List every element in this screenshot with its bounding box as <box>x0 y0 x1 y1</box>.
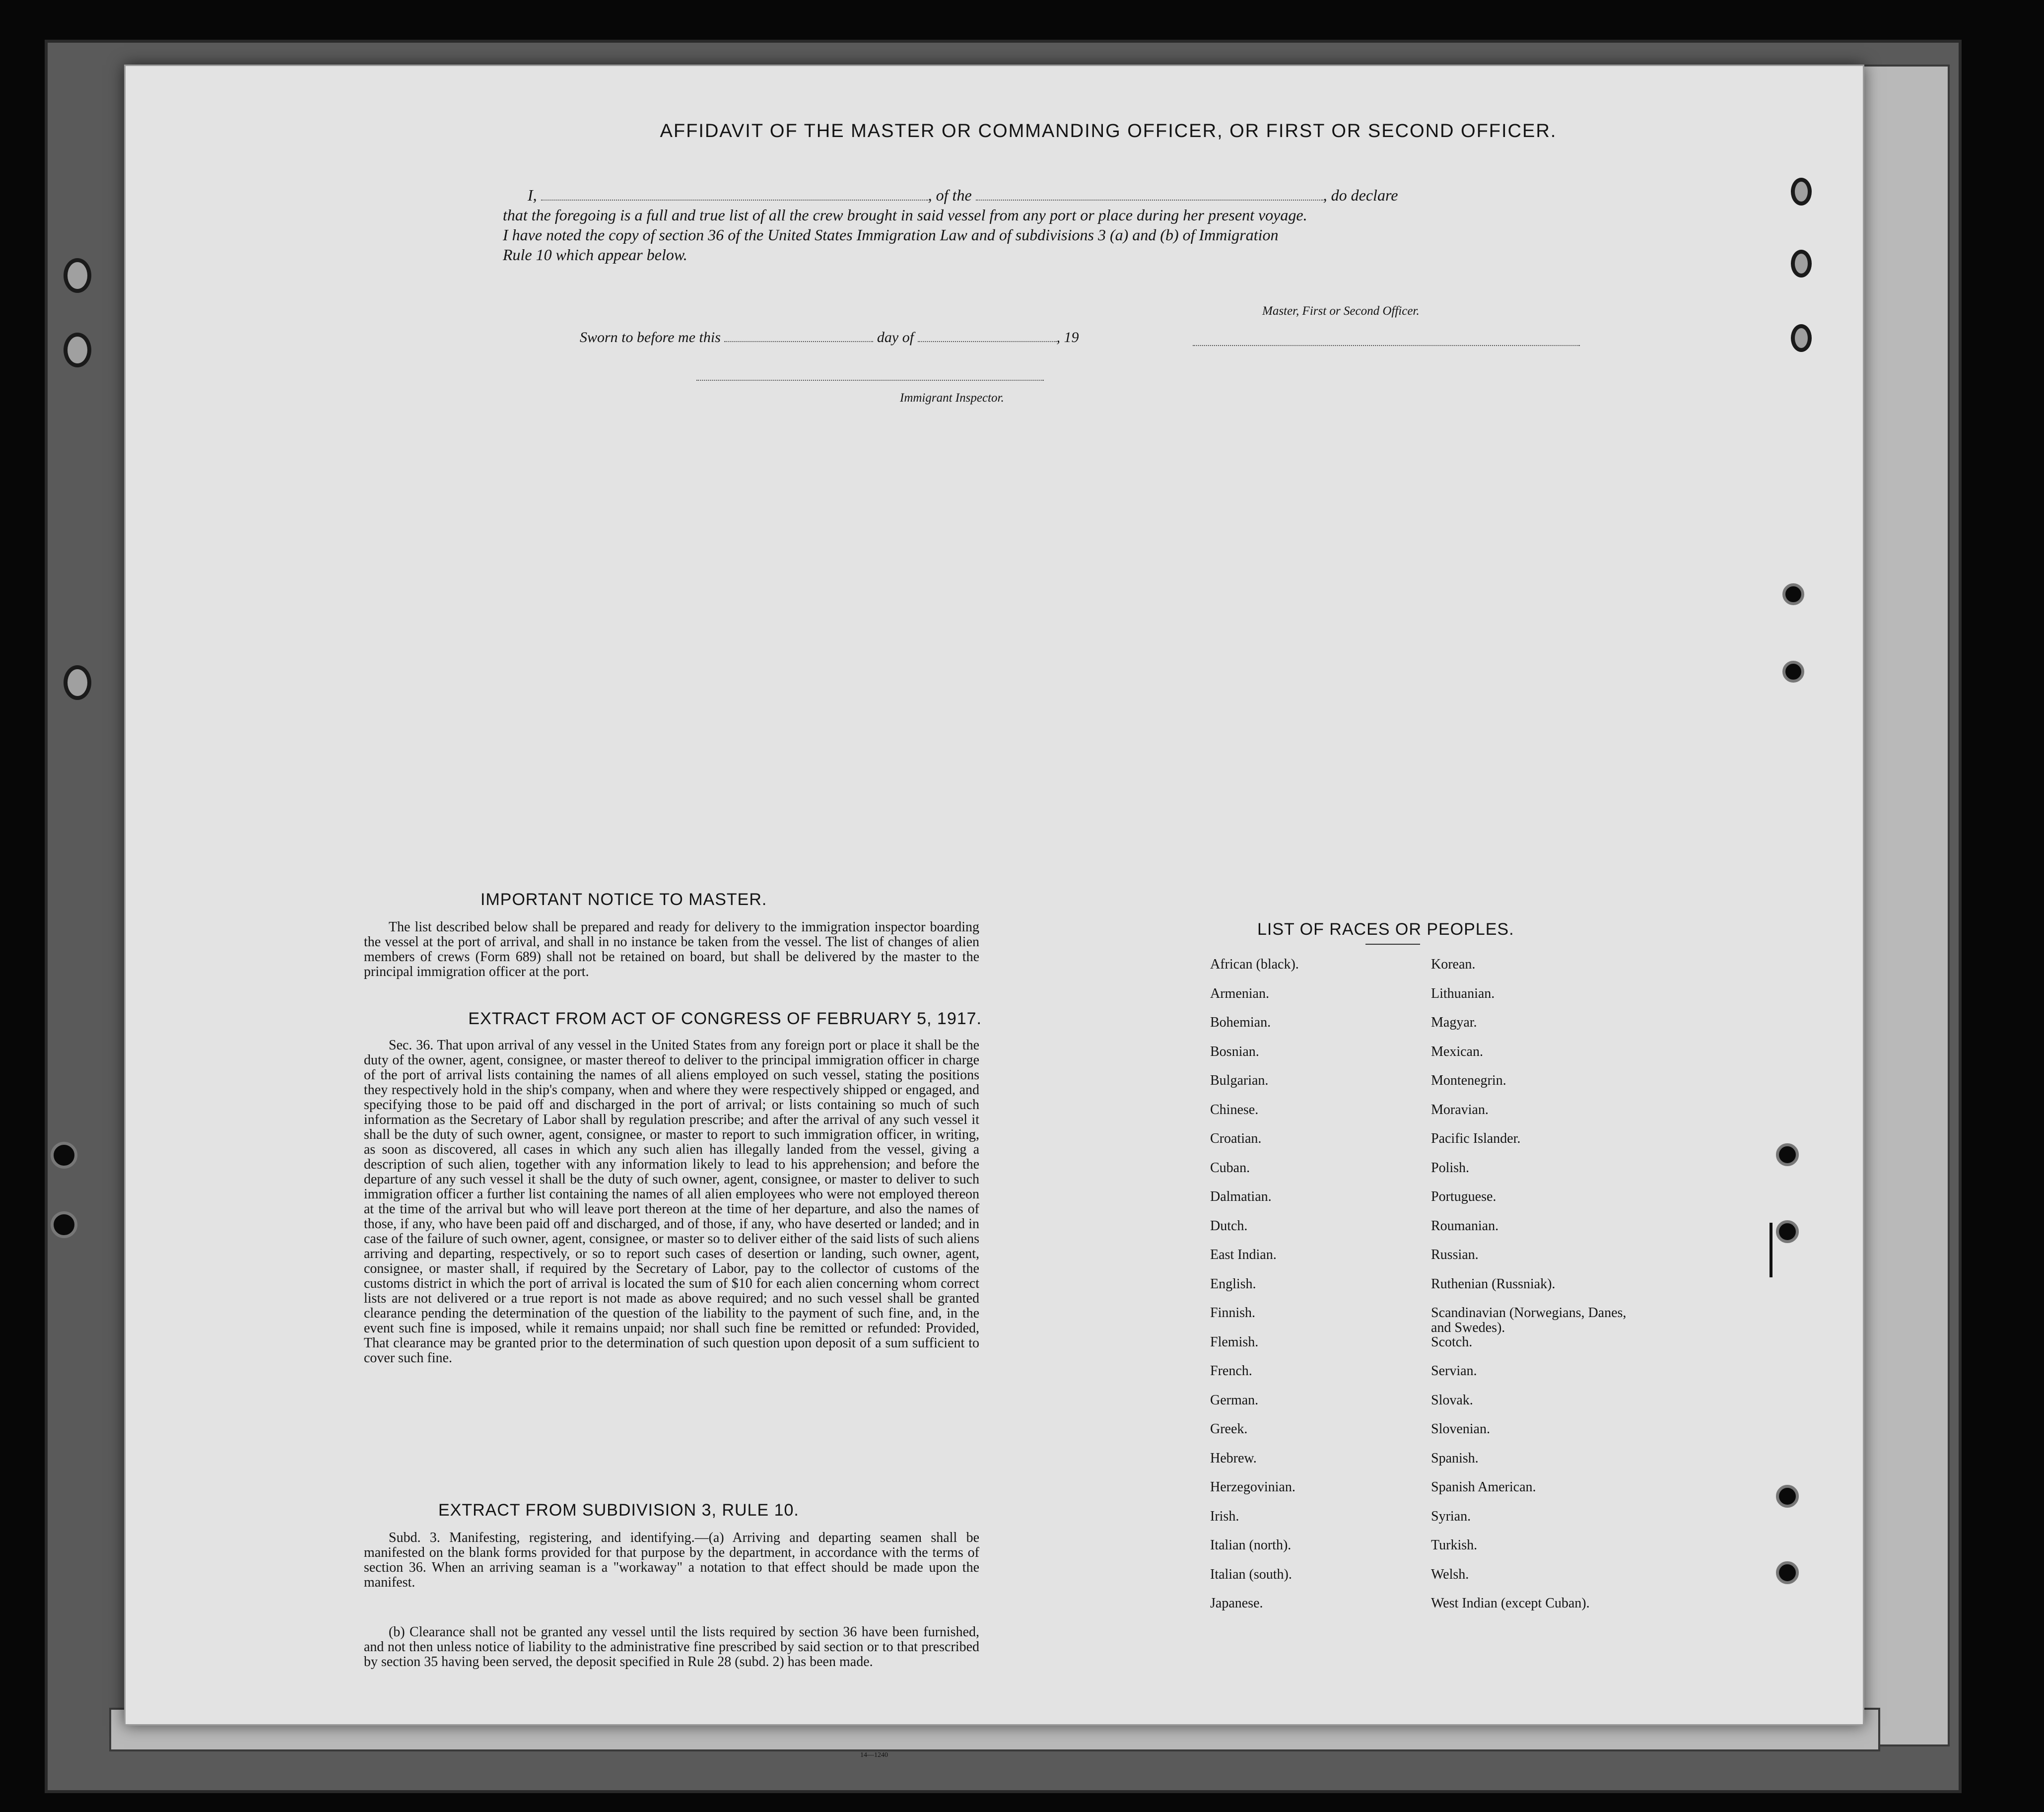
inspector-signature-label: Immigrant Inspector. <box>900 391 1004 405</box>
affidavit-line-4: Rule 10 which appear below. <box>503 246 687 264</box>
race-item: Scotch. <box>1431 1334 1473 1350</box>
race-item: Moravian. <box>1431 1102 1489 1117</box>
page-hole <box>1782 661 1804 683</box>
race-item: Ruthenian (Russniak). <box>1431 1276 1556 1292</box>
binder-ring-hole <box>64 258 91 293</box>
page-hole <box>1776 1485 1799 1508</box>
page-hole <box>1791 178 1812 206</box>
race-item: Bulgarian. <box>1210 1073 1269 1088</box>
inspector-signature-line[interactable] <box>696 379 1044 381</box>
race-item: Dutch. <box>1210 1218 1248 1234</box>
act-extract-title: EXTRACT FROM ACT OF CONGRESS OF FEBRUARY 5, 1917. <box>468 1009 982 1028</box>
master-signature-label: Master, First or Second Officer. <box>1262 304 1420 318</box>
affidavit-line-3: I have noted the copy of section 36 of the United States Immigration Law and of subdivisions 3 (a) and (b) of Immigration <box>503 226 1279 244</box>
affidavit-declaration <box>503 185 1600 265</box>
race-item: Polish. <box>1431 1160 1470 1176</box>
race-item: Croatian. <box>1210 1131 1262 1146</box>
race-item: Korean. <box>1431 957 1476 972</box>
binder-hole <box>51 1142 77 1169</box>
race-item: Italian (south). <box>1210 1566 1292 1582</box>
races-title-rule <box>1365 944 1420 945</box>
race-item: Lithuanian. <box>1431 985 1495 1001</box>
act-extract-body: Sec. 36. That upon arrival of any vessel in the United States from any foreign port or place it shall be the duty of the owner, agent, consignee, or master thereof to deliver to the principal immigration officer in charge of the port of arrival lists containing the names of all aliens employed on such vessel, stating the positions they respectively hold in the ship's company, when and where they were respectively shipped or engaged, and specifying those to be paid off and discharged in the port of arrival; or lists containing so much of such information as the Secretary of Labor shall by regulation prescribe; and after the arrival of any such vessel it shall be the duty of such owner, agent, consignee, or master to report to such immigration officer, in writing, as soon as discovered, all cases in which any such alien has illegally landed from the vessel, giving a description of such alien, together with any information likely to lead to his apprehension; and before the departure of any such vessel it shall be the duty of such owner, agent, consignee, or master to deliver to such immigration officer a further list containing the names of all alien employees who were not employed thereon at the time of the arrival but who will leave port thereon at the time of her departure, and also the names of those, if any, who have been paid off and discharged, and of those, if any, who have deserted or landed; and in case of the failure of such owner, agent, consignee, or master so to deliver either of the said lists of such aliens arriving and departing, respectively, or so to report such cases of desertion or landing, such owner, agent, consignee, or master shall, if required by the Secretary of Labor, pay to the collector of customs of the customs district in which the port of arrival is located the sum of $10 for each alien concerning whom correct lists are not delivered or a true report is not made as above required; and no such vessel shall be granted clearance pending the determination of the question of the liability to the payment of such fine, and, in the event such fine is imposed, while it remains unpaid; nor shall such fine be remitted or refunded: Provided, That clearance may be granted prior to the determination of such question upon deposit of a sum sufficient to cover such fine. <box>364 1038 979 1366</box>
intro-of-the: , of the <box>928 186 972 204</box>
race-item: Slovenian. <box>1431 1421 1490 1437</box>
page-hole <box>1776 1561 1799 1584</box>
name-field[interactable] <box>541 186 928 201</box>
page-hole <box>1776 1143 1799 1166</box>
race-item: Pacific Islander. <box>1431 1131 1521 1146</box>
binder-ring-hole <box>64 333 91 367</box>
sworn-day-field[interactable] <box>724 327 873 342</box>
race-item: Japanese. <box>1210 1596 1263 1611</box>
race-item: Irish. <box>1210 1508 1239 1524</box>
intro-i: I, <box>528 186 537 204</box>
race-item: Cuban. <box>1210 1160 1250 1176</box>
race-item: Chinese. <box>1210 1102 1259 1117</box>
binder-hole <box>51 1211 77 1238</box>
rule-extract-title: EXTRACT FROM SUBDIVISION 3, RULE 10. <box>438 1501 799 1520</box>
rule-extract-body-b: (b) Clearance shall not be granted any vessel until the lists required by section 36 have been furnished, and not then unless notice of liability to the administrative fine prescribed by said section or to that prescribed by section 35 having been served, the deposit specified in Rule 28 (subd. 2) has been made. <box>364 1624 979 1670</box>
sworn-line <box>580 327 1275 346</box>
page-hole <box>1776 1220 1799 1243</box>
notice-body: The list described below shall be prepared and ready for delivery to the immigration inspector boarding the vessel at the port of arrival, and shall in no instance be taken from the vessel. The list of changes of alien members of crews (Form 689) shall not be retained on board, but shall be delivered by the master to the principal immigration officer at the port. <box>364 919 979 979</box>
race-item: West Indian (except Cuban). <box>1431 1596 1590 1611</box>
race-item: Bosnian. <box>1210 1044 1259 1059</box>
manifest-page <box>124 65 1864 1759</box>
page-hole <box>1791 324 1812 352</box>
race-item: Hebrew. <box>1210 1450 1257 1466</box>
race-item: Greek. <box>1210 1421 1248 1437</box>
sworn-text: Sworn to before me this <box>580 329 721 346</box>
race-item: Russian. <box>1431 1247 1479 1262</box>
notice-title: IMPORTANT NOTICE TO MASTER. <box>480 890 767 909</box>
race-item: Syrian. <box>1431 1508 1471 1524</box>
form-number: 14—1240 <box>860 1751 888 1759</box>
race-item: Turkish. <box>1431 1537 1478 1553</box>
race-item: French. <box>1210 1363 1252 1379</box>
affidavit-line-1 <box>503 185 1600 205</box>
race-item: Spanish. <box>1431 1450 1479 1466</box>
races-title: LIST OF RACES OR PEOPLES. <box>1257 920 1514 939</box>
race-item: Roumanian. <box>1431 1218 1499 1234</box>
race-item: Armenian. <box>1210 985 1269 1001</box>
page-hole <box>1782 583 1804 605</box>
race-item: Montenegrin. <box>1431 1073 1506 1088</box>
race-item: Magyar. <box>1431 1015 1477 1030</box>
pencil-mark <box>1770 1223 1772 1277</box>
binder-ring-hole <box>64 665 91 700</box>
race-item: East Indian. <box>1210 1247 1277 1262</box>
race-item: Welsh. <box>1431 1566 1469 1582</box>
race-item: African (black). <box>1210 957 1299 972</box>
race-item: Slovak. <box>1431 1392 1473 1408</box>
race-item: Flemish. <box>1210 1334 1259 1350</box>
rule-extract-body-a: Subd. 3. Manifesting, registering, and identifying.—(a) Arriving and departing seamen shall be manifested on the blank forms provided for that purpose by the department, in accordance with the terms of section 36. When an arriving seaman is a "workaway" a notation to that effect should be made upon the manifest. <box>364 1530 979 1590</box>
race-item: Dalmatian. <box>1210 1189 1272 1204</box>
race-item: Italian (north). <box>1210 1537 1292 1553</box>
race-item: German. <box>1210 1392 1259 1408</box>
page-hole <box>1791 250 1812 278</box>
sworn-month-field[interactable] <box>918 327 1057 342</box>
race-item: Herzegovinian. <box>1210 1479 1295 1495</box>
race-item: Bohemian. <box>1210 1015 1271 1030</box>
affidavit-line-2: that the foregoing is a full and true list of all the crew brought in said vessel from any port or place during her present voyage. <box>503 206 1307 224</box>
sworn-year: , 19 <box>1056 329 1079 346</box>
race-item: Mexican. <box>1431 1044 1483 1059</box>
intro-declare: , do declare <box>1323 186 1398 204</box>
race-item: Scandinavian (Norwegians, Danes, and Swedes). <box>1431 1305 1627 1335</box>
race-item: Spanish American. <box>1431 1479 1536 1495</box>
vessel-field[interactable] <box>976 186 1323 201</box>
sworn-day-of: day of <box>877 329 914 346</box>
race-item: Servian. <box>1431 1363 1477 1379</box>
race-item: Portuguese. <box>1431 1189 1497 1204</box>
race-item: English. <box>1210 1276 1256 1292</box>
affidavit-title: AFFIDAVIT OF THE MASTER OR COMMANDING OFFICER, OR FIRST OR SECOND OFFICER. <box>660 121 1557 141</box>
race-item: Finnish. <box>1210 1305 1256 1321</box>
